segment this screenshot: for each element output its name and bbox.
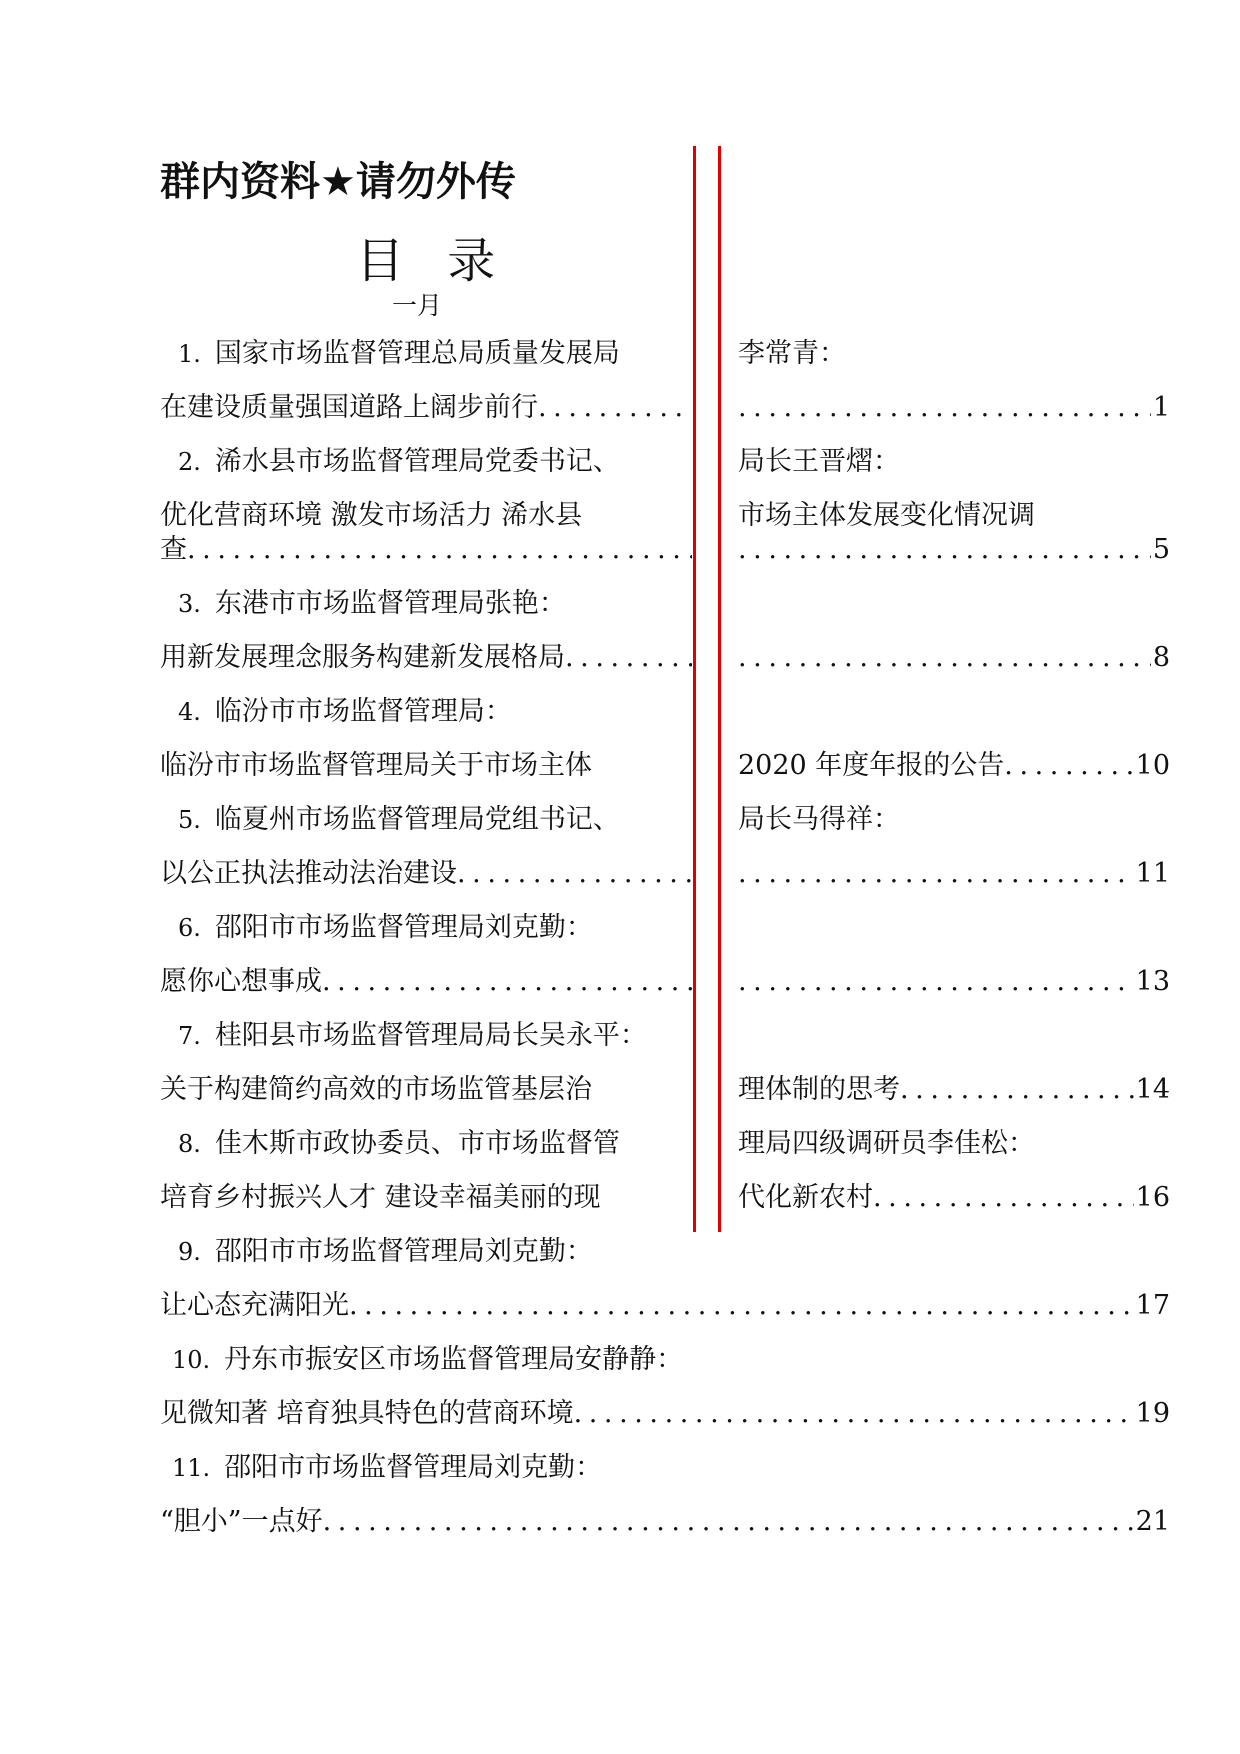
entry-title-wrap: 查 [160,534,187,565]
toc-entry-4-title-cont[interactable] [738,746,1170,786]
toc-entry-1-heading[interactable] [160,334,692,374]
toc-entry-10-heading[interactable] [160,1340,1170,1380]
toc-entry-3-page-row[interactable] [738,638,1170,678]
toc-entry-8-heading[interactable] [160,1124,692,1164]
toc-entry-5-page-row[interactable] [738,854,1170,894]
toc-entry-1-heading-cont [738,334,1170,374]
entry-heading-cont: 局长王晋熠： [738,446,900,477]
dot-leader [538,388,692,428]
toc-entry-9-heading[interactable] [160,1232,1170,1272]
entry-heading: 丹东市振安区市场监督管理局安静静： [224,1344,684,1375]
toc-entry-5-heading-cont [738,800,1170,840]
entry-title: 以公正执法推动法治建设 [160,858,457,889]
toc-entry-4-title[interactable] [160,746,692,786]
toc-entry-8-title[interactable] [160,1178,692,1218]
entry-title: 关于构建简约高效的市场监管基层治 [160,1074,592,1105]
entry-heading: 桂阳县市场监督管理局局长吴永平： [214,1020,647,1051]
entry-number: 3. [178,590,201,618]
entry-heading: 东港市市场监督管理局张艳： [214,588,566,619]
entry-number: 4. [178,698,201,726]
toc-entry-1-title-cont[interactable] [738,388,1170,428]
entry-number: 8. [178,1130,201,1158]
toc-entry-8-title-cont[interactable] [738,1178,1170,1218]
entry-page-number: 10 [1135,750,1170,781]
entry-title-cont: 2020 年度年报的公告 [738,750,1005,781]
entry-title: 在建设质量强国道路上阔步前行 [160,392,538,423]
toc-entry-3-title[interactable] [160,638,692,678]
entry-heading-cont: 李常青： [738,338,846,369]
toc-entry-5-heading[interactable] [160,800,692,840]
toc-entry-6-title[interactable] [160,962,692,1002]
entry-title: 用新发展理念服务构建新发展格局 [160,642,565,673]
dot-leader [738,962,1134,1002]
toc-entry-2-heading[interactable] [160,442,692,482]
dot-leader [900,1070,1134,1110]
entry-title: 优化营商环境 激发市场活力 浠水县 [160,500,583,531]
entry-number: 6. [178,914,201,942]
dot-leader [738,638,1151,678]
entry-title: 让心态充满阳光 [160,1290,349,1321]
dot-leader [187,530,692,570]
entry-title: 培育乡村振兴人才 建设幸福美丽的现 [160,1182,601,1213]
entry-title-cont: 市场主体发展变化情况调 [738,500,1035,531]
toc-entry-11-heading[interactable] [160,1448,1170,1488]
entry-heading: 国家市场监督管理总局质量发展局 [214,338,620,369]
dot-leader [322,962,692,1002]
toc-entry-4-heading[interactable] [160,692,692,732]
month-label: 一月 [392,291,443,320]
entry-title-cont: 理体制的思考 [738,1074,900,1105]
toc-entry-7-title[interactable] [160,1070,692,1110]
toc-entry-7-heading[interactable] [160,1016,692,1056]
toc-entry-8-heading-cont [738,1124,1170,1164]
entry-heading-cont: 理局四级调研员李佳松： [738,1128,1035,1159]
dot-leader [738,854,1134,894]
dot-leader [1004,746,1133,786]
toc-entry-6-page-row[interactable] [738,962,1170,1002]
entry-heading-cont: 局长马得祥： [738,804,900,835]
entry-number: 1. [178,340,201,368]
toc-entry-2-heading-cont [738,442,1170,482]
toc-entry-7-title-cont[interactable] [738,1070,1170,1110]
entry-heading: 邵阳市市场监督管理局刘克勤： [214,1236,593,1267]
entry-number: 5. [178,806,201,834]
toc-title: 目 录 [356,233,510,289]
dot-leader [457,854,692,894]
column-divider-left [693,146,696,1232]
entry-page-number: 8 [1152,642,1170,673]
dot-leader [574,1394,1134,1434]
entry-number: 10. [172,1346,211,1374]
dot-leader [349,1286,1134,1326]
toc-entry-10-title[interactable] [160,1394,1170,1434]
entry-title: “胆小”一点好 [160,1506,323,1537]
entry-page-number: 17 [1135,1290,1170,1321]
entry-heading: 浠水县市场监督管理局党委书记、 [214,446,620,477]
dot-leader [738,388,1151,428]
column-divider-right [718,146,721,1232]
entry-heading: 佳木斯市政协委员、市市场监督管 [214,1128,620,1159]
entry-number: 7. [178,1022,201,1050]
entry-page-number: 14 [1135,1074,1170,1105]
entry-number: 9. [178,1238,201,1266]
entry-heading: 邵阳市市场监督管理局刘克勤： [214,912,593,943]
entry-page-number: 13 [1135,966,1170,997]
toc-entry-2-title-wrap[interactable] [160,530,692,570]
toc-entry-11-title[interactable] [160,1502,1170,1542]
toc-entry-9-title[interactable] [160,1286,1170,1326]
dot-leader [873,1178,1134,1218]
entry-page-number: 1 [1152,392,1170,423]
dot-leader [323,1502,1134,1542]
dot-leader [738,530,1151,570]
entry-page-number: 21 [1135,1506,1170,1537]
entry-heading: 邵阳市市场监督管理局刘克勤： [224,1452,603,1483]
entry-page-number: 16 [1135,1182,1170,1213]
confidential-banner: 群内资料★请勿外传 [160,159,516,205]
entry-number: 11. [172,1454,211,1482]
entry-heading: 临夏州市场监督管理局党组书记、 [214,804,620,835]
toc-entry-3-heading[interactable] [160,584,692,624]
entry-title-cont: 代化新农村 [738,1182,873,1213]
toc-entry-5-title[interactable] [160,854,692,894]
toc-entry-2-page-row[interactable] [738,530,1170,570]
entry-title: 临汾市市场监督管理局关于市场主体 [160,750,592,781]
entry-number: 2. [178,448,201,476]
entry-heading: 临汾市市场监督管理局： [214,696,512,727]
entry-title: 见微知著 培育独具特色的营商环境 [160,1398,574,1429]
entry-page-number: 19 [1135,1398,1170,1429]
entry-page-number: 11 [1135,858,1170,889]
toc-entry-1-title[interactable] [160,388,692,428]
toc-entry-6-heading[interactable] [160,908,692,948]
entry-title: 愿你心想事成 [160,966,322,997]
entry-page-number: 5 [1152,534,1170,565]
dot-leader [565,638,692,678]
